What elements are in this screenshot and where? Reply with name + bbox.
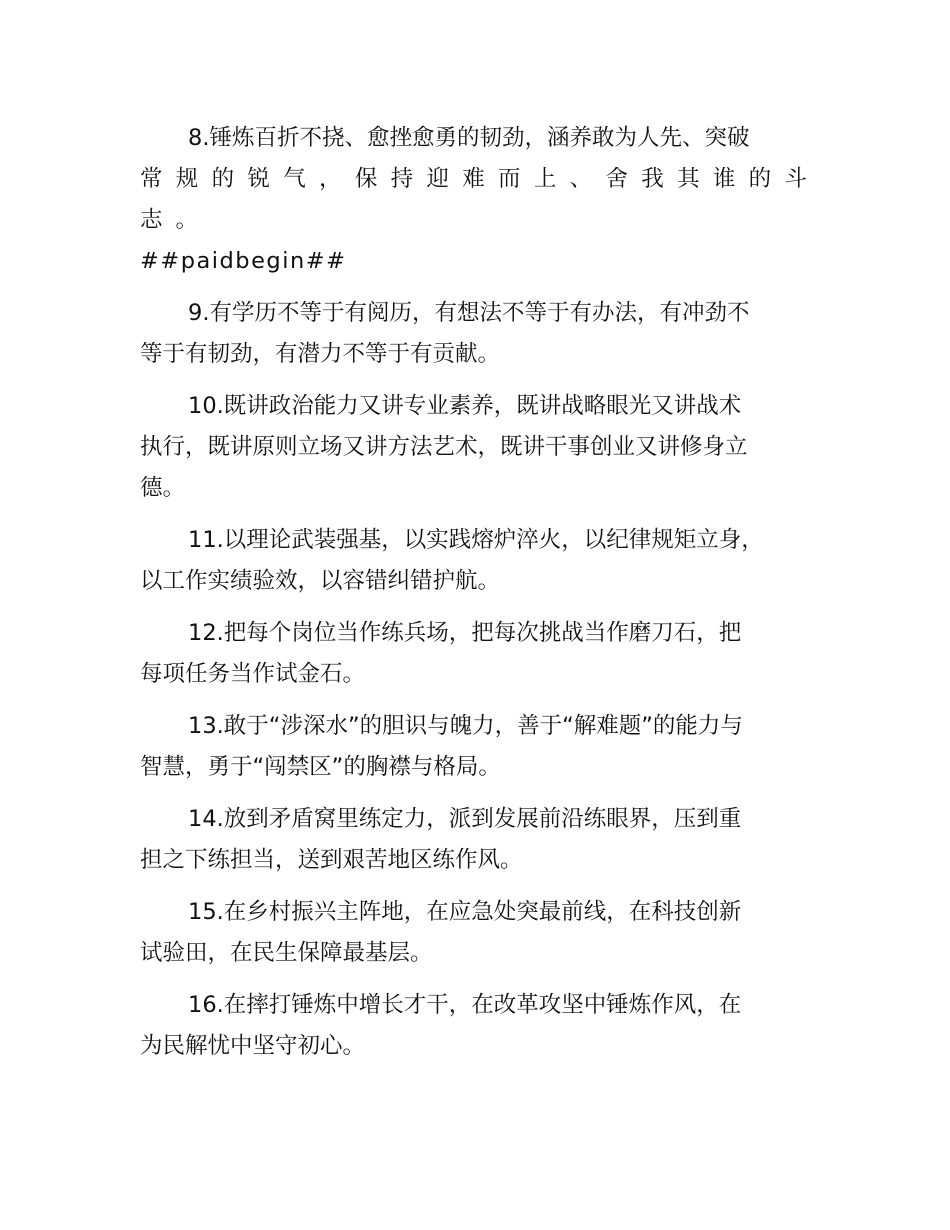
paragraph-10 xyxy=(140,386,820,509)
paragraph-line: 14.放到矛盾窝里练定力，派到发展前沿练眼界，压到重 xyxy=(188,806,742,832)
paragraph-line: 15.在乡村振兴主阵地，在应急处突最前线，在科技创新 xyxy=(188,899,742,925)
paragraph-line: 13.敢于“涉深水”的胆识与魄力，善于“解难题”的能力与 xyxy=(188,713,743,739)
paragraph-line: 16.在摔打锤炼中增长才干，在改革攻坚中锤炼作风，在 xyxy=(188,992,742,1018)
paragraph-13 xyxy=(140,706,820,788)
paragraph-12 xyxy=(140,613,820,695)
document-page xyxy=(140,118,820,1078)
paragraph-line: 试验田，在民生保障最基层。 xyxy=(140,940,433,966)
paragraph-15 xyxy=(140,892,820,974)
paragraph-line: 以工作实绩验效，以容错纠错护航。 xyxy=(140,568,501,594)
paragraph-line: 10.既讲政治能力又讲专业素养，既讲战略眼光又讲战术 xyxy=(188,393,742,419)
paragraph-line: 常规的锐气，保持迎难而上、舍我其谁的斗志。 xyxy=(140,166,820,233)
paragraph-line: 11.以理论武装强基，以实践熔炉淬火，以纪律规矩立身， xyxy=(188,527,764,553)
paragraph-line: 9.有学历不等于有阅历，有想法不等于有办法，有冲劲不 xyxy=(188,300,750,326)
paragraph-11 xyxy=(140,520,820,602)
paragraph-8 xyxy=(140,118,820,282)
paragraph-16 xyxy=(140,985,820,1067)
paragraph-line: 德。 xyxy=(140,475,186,501)
paragraph-line: 智慧，勇于“闯禁区”的胸襟与格局。 xyxy=(140,754,501,780)
paragraph-line: 8.锤炼百折不挠、愈挫愈勇的韧劲，涵养敢为人先、突破 xyxy=(188,125,750,151)
paragraph-line: 为民解忧中坚守初心。 xyxy=(140,1033,366,1059)
paragraph-line: 执行，既讲原则立场又讲方法艺术，既讲干事创业又讲修身立 xyxy=(140,434,748,460)
paragraph-line: 12.把每个岗位当作练兵场，把每次挑战当作磨刀石，把 xyxy=(188,620,742,646)
paragraph-9 xyxy=(140,293,820,375)
paragraph-line: 每项任务当作试金石。 xyxy=(140,661,366,687)
paragraph-line: 担之下练担当，送到艰苦地区练作风。 xyxy=(140,847,523,873)
paragraph-line: 等于有韧劲，有潜力不等于有贡献。 xyxy=(140,341,501,367)
paragraph-14 xyxy=(140,799,820,881)
paid-begin-marker: ##paidbegin## xyxy=(140,248,347,274)
